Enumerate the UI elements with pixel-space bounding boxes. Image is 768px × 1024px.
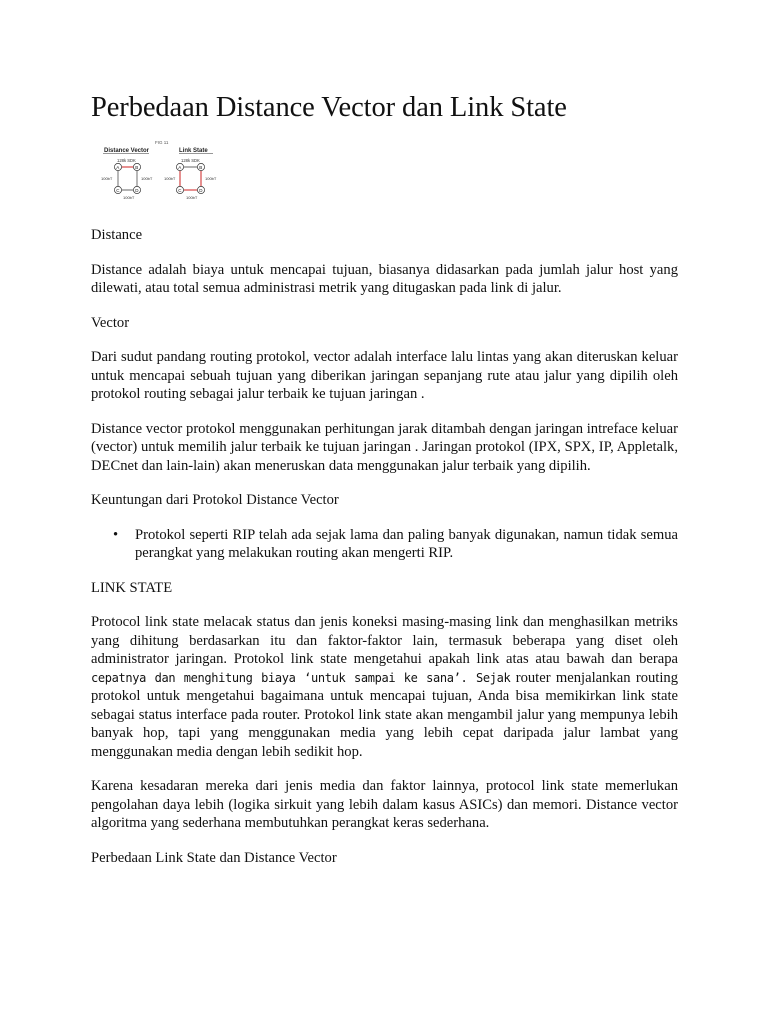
paragraph-distance: Distance adalah biaya untuk mencapai tujuan, biasanya didasarkan pada jumlah jalur host yang dilewati, atau total semua administrasi metrik yang ditugaskan pada link di jalur. <box>91 261 678 296</box>
list-item-text: Protokol seperti RIP telah ada sejak lama dan paling banyak digunakan, namun tidak semua perangkat yang melakukan routing akan mengerti RIP. <box>135 526 678 561</box>
paragraph-link-state-2: Karena kesadaran mereka dari jenis media dan faktor lainnya, protocol link state memerlukan pengolahan daya lebih (logika sirkuit yang lebih dalam kasus ASICs) dan memori. Distance vector algoritma yang sederhana membutuhkan perangkat keras sederhana. <box>91 778 678 831</box>
paragraph-link-state-1-part-a: Protocol link state melacak status dan jenis koneksi masing-masing link dan menghasilkan metriks yang dihitung berdasarkan itu dan faktor-faktor lain, termasuk beberapa yang diset oleh administrator jaringan. Protokol link state mengetahui apakah link atas atau bawah dan berapa <box>91 614 678 667</box>
page-title: Perbedaan Distance Vector dan Link State <box>91 92 567 123</box>
dv-right-link-label: 100bT <box>141 176 153 181</box>
paragraph-link-state-1-part-b: router menjalankan routing protokol untuk mengetahui bagaimana untuk mencapai tujuan, Anda bisa memikirkan link state sebagai status interface pada router. Protokol link state akan mengambil jalur yang mempunya lebih banyak hop, tapi yang menggunakan media yang lebih cepat daripada jalur lambat yang menggunakan media dengan lebih sedikit hop. <box>91 669 679 760</box>
ls-left-link-label: 100bT <box>164 176 176 181</box>
dv-node-b-label: B <box>135 164 139 170</box>
figure-label: FIG 11 <box>155 140 169 145</box>
dv-bottom-link-label: 100bT <box>123 195 135 200</box>
bullet-symbol: • <box>113 526 119 543</box>
distance-vector-diagram-title: Distance Vector <box>104 148 150 154</box>
ls-right-link-label: 100bT <box>205 176 217 181</box>
dv-node-d-label: D <box>135 187 139 193</box>
list-item <box>91 526 678 563</box>
ls-bottom-link-label: 100bT <box>186 195 198 200</box>
ls-node-d-label: D <box>199 187 203 193</box>
routing-comparison-figure <box>95 138 235 208</box>
paragraph-distance-vector-protocol: Distance vector protokol menggunakan perhitungan jarak ditambah dengan jaringan intreface keluar (vector) untuk memilih jalur terbaik ke tujuan jaringan . Jaringan protokol (IPX, SPX, IP, Appletalk, DECnet dan lain-lain) akan meneruskan data menggunakan jalur terbaik yang dipilih. <box>91 420 678 474</box>
heading-link-state: LINK STATE <box>91 579 173 596</box>
routing-diagram <box>95 138 235 208</box>
dv-node-c-label: C <box>116 187 120 193</box>
advantages-list <box>91 526 678 563</box>
ls-node-a-label: A <box>178 164 182 170</box>
distance-vector-network <box>101 158 153 200</box>
paragraph-link-state-1-mono: cepatnya dan menghitung biaya ‘untuk sampai ke sana’. Sejak <box>91 670 511 685</box>
link-state-diagram-title: Link State <box>179 148 208 154</box>
dv-top-link-label: 128k SDK <box>117 158 136 163</box>
heading-keuntungan: Keuntungan dari Protokol Distance Vector <box>91 492 339 508</box>
link-state-network <box>164 158 217 200</box>
document-content <box>91 88 678 883</box>
paragraph-link-state-1 <box>91 613 678 761</box>
ls-node-b-label: B <box>199 164 203 170</box>
ls-node-c-label: C <box>178 187 182 193</box>
ls-top-link-label: 128k SDK <box>181 158 200 163</box>
heading-vector: Vector <box>91 314 130 331</box>
heading-perbedaan: Perbedaan Link State dan Distance Vector <box>91 849 337 866</box>
dv-node-a-label: A <box>116 164 120 170</box>
heading-distance: Distance <box>91 227 143 243</box>
dv-left-link-label: 100bT <box>101 176 113 181</box>
paragraph-vector: Dari sudut pandang routing protokol, vector adalah interface lalu lintas yang akan diteruskan keluar untuk mencapai sebuah tujuan yang diberikan jaringan sepanjang rute atau jalur yang dipilih oleh protokol routing sebagai jalur terbaik ke tujuan jaringan . <box>91 349 678 402</box>
